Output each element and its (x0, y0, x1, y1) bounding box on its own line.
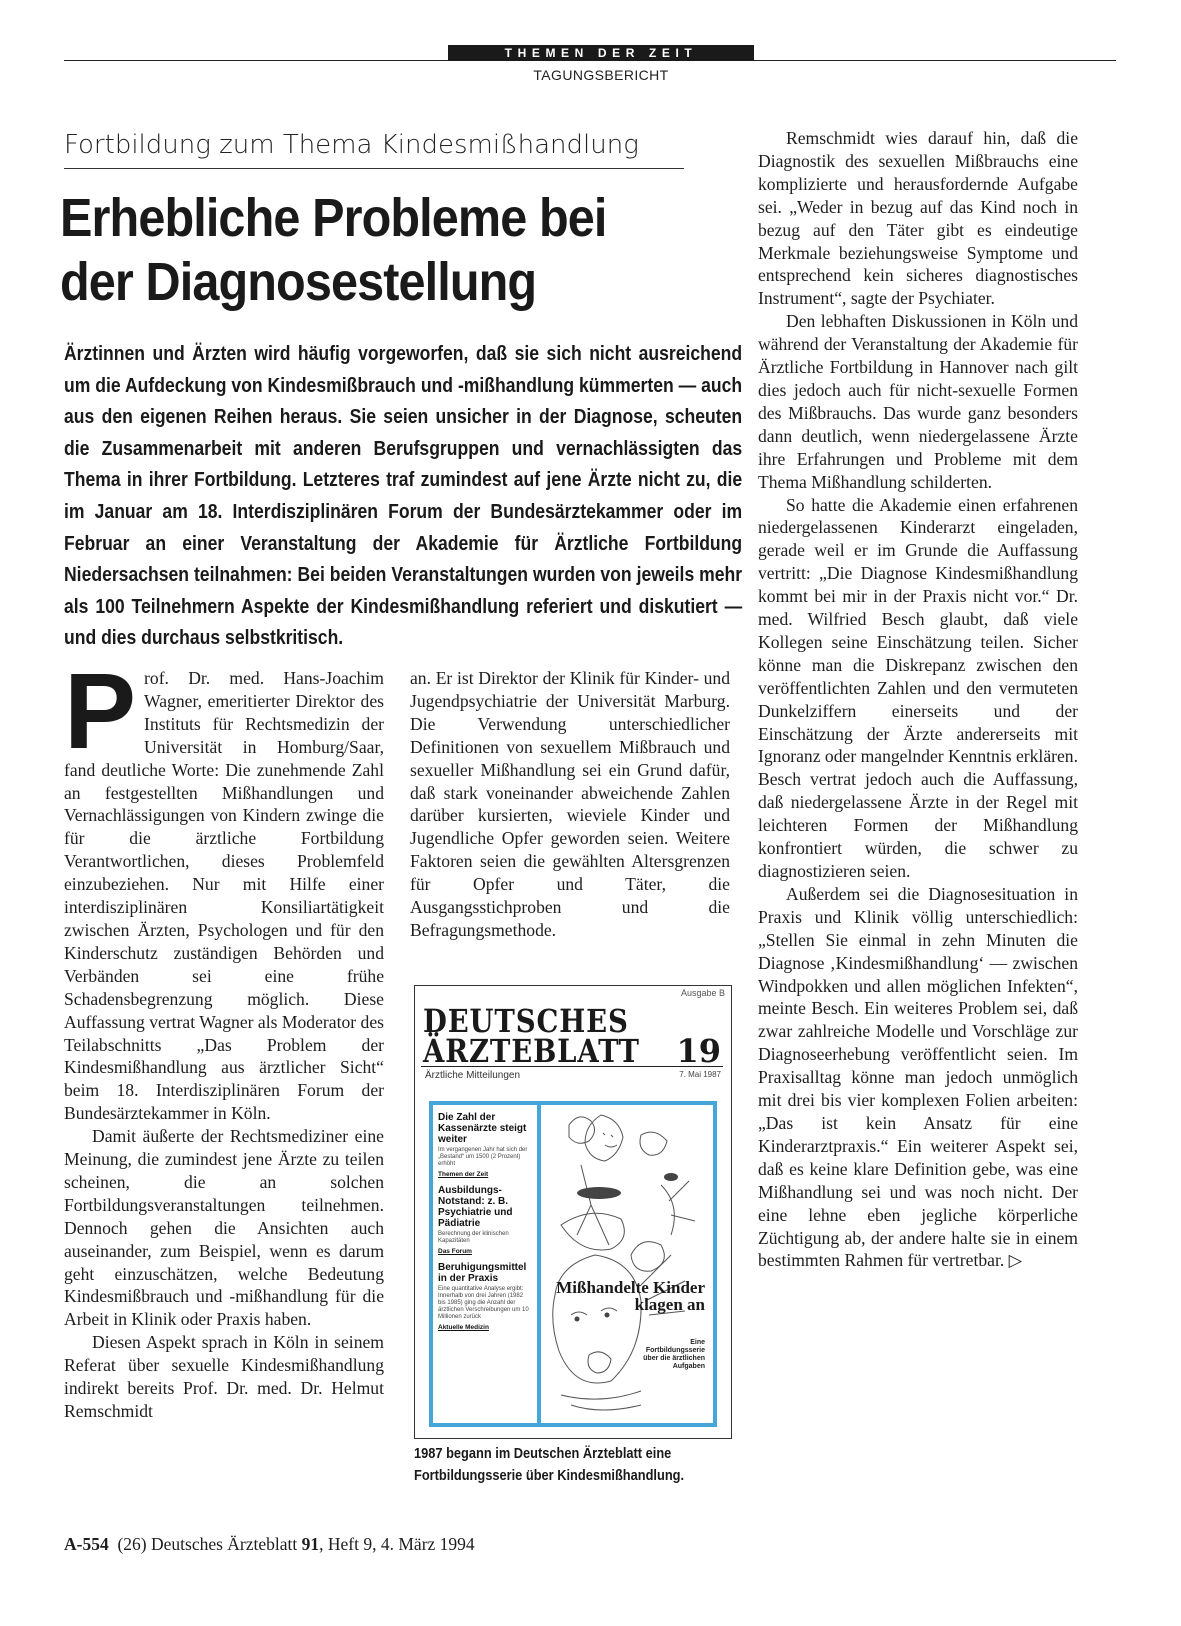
paragraph: Damit äußerte der Rechtsmediziner eine Meinung, die zumindest jene Ärzte zu teilen scheinen, die an solchen Fortbildungsveranstaltungen teilnehmen. Dennoch gehen die Ansichten auch auseinander, zum Beispiel, wenn es darum geht einzuschätzen, welche Bedeutung Kindesmißbrauch und -mißhandlung für die Arbeit in Klinik oder Praxis haben. (64, 1126, 384, 1330)
page-number: A-554 (64, 1534, 109, 1554)
kicker-rule (64, 168, 684, 169)
child-drawing-illustration (541, 1105, 713, 1423)
cover-contents-section: Aktuelle Medizin (438, 1324, 489, 1331)
cover-feature-subtitle: Eine Fortbildungsserie über die ärztlichen Aufgaben (643, 1339, 705, 1370)
cover-contents-heading: Ausbildungs-Notstand: z. B. Psychiatrie und Pädiatrie (438, 1185, 513, 1229)
journal-volume: 91 (301, 1534, 320, 1554)
drop-cap: P (64, 650, 137, 771)
cover-contents-text: Berechnung der klinischen Kapazitäten (438, 1231, 509, 1244)
headline-line-2: der Diagnosestellung (60, 252, 537, 312)
cover-blue-panel (429, 1101, 717, 1427)
child-drawing-sketch (541, 1105, 713, 1423)
subsection-label: TAGUNGSBERICHT (533, 67, 669, 83)
cover-contents (433, 1105, 537, 1423)
body-column-3 (758, 127, 1078, 1272)
paragraph: Außerdem sei die Diagnosesituation in Praxis und Klinik völlig unterschiedlich: „Stellen Sie einmal in zehn Minuten die Diagnose ‚Kindesmißhandlung‘ — zwischen Windpokken und allen möglichen Infekten“, meinte Besch. Ein weiteres Problem sei, daß zwar zahlreiche Modelle und Vorschläge zur Diagnoseerhebung veröffentlicht seien. Im Praxisalltag könne man jedoch unmöglich mit drei bis vier komplexen Folien arbeiten: „Das ist kein Ansatz für eine Kinderarztpraxis.“ Ein weiterer Aspekt sei, daß es keine klare Definition gebe, was eine Mißhandlung sei und was noch nicht. Der eine lehne eben jegliche körperliche Züchtigung ab, der andere halte sie in einem bestimmten Rahmen für vertretbar. ▷ (758, 883, 1078, 1271)
cover-contents-section: Das Forum (438, 1248, 472, 1255)
page-footer (64, 1534, 475, 1555)
figure-caption: 1987 begann im Deutschen Ärzteblatt eine Fortbildungsserie über Kindesmißhandlung. (414, 1445, 685, 1484)
cover-rule (421, 1066, 723, 1067)
magazine-cover-figure (414, 985, 732, 1439)
cover-contents-text: Eine quantitative Analyse ergibt: Innerhalb von drei Jahren (1982 bis 1985) ging die Anzahl der ärztlichen Verschreibungen um 10 Millionen zurück (438, 1286, 529, 1320)
cover-title: DEUTSCHES (423, 1002, 629, 1040)
paragraph: rof. Dr. med. Hans-Joachim Wagner, emeritierter Direktor des Instituts für Rechtsmedizin der Universität in Homburg/Saar, fand deutliche Worte: Die zunehmende Zahl an festgestellten Mißhandlungen und Vernachlässigungen von Kindern zwinge die für die ärztliche Fortbildung Verantwortlichen, dieses Problemfeld einzubeziehen. Nur mit Hilfe einer interdisziplinären Konsiliartätigkeit zwischen Ärzten, Psychologen und für den Kinderschutz zuständigen Behörden und Verbänden sei eine frühe Schadensbegrenzung möglich. Diese Auffassung vertrat Wagner als Moderator des Teilabschnitts „Das Problem der Kindesmißhandlung aus ärztlicher Sicht“ beim 18. Interdisziplinären Forum der Bundesärztekammer in Köln. (64, 668, 384, 1124)
issue-date: , Heft 9, 4. März 1994 (319, 1534, 475, 1554)
cover-contents-heading: Die Zahl der Kassenärzte steigt weiter (438, 1112, 527, 1145)
cover-title: ÄRZTEBLATT (423, 1032, 640, 1070)
cover-contents-heading: Beruhigungsmittel in der Praxis (438, 1262, 527, 1284)
cover-date: 7. Mai 1987 (679, 1070, 721, 1079)
body-column-1 (64, 650, 384, 1423)
headline-line-1: Erhebliche Probleme bei (60, 188, 607, 248)
body-column-2 (410, 667, 730, 942)
journal-name: (26) Deutsches Ärzteblatt (117, 1534, 298, 1554)
cover-subtitle: Ärztliche Mitteilungen (425, 1070, 521, 1081)
cover-feature-title: Mißhandelte Kinder klagen an (556, 1278, 705, 1314)
paragraph: Diesen Aspekt sprach in Köln in seinem Referat über sexuelle Kindesmißhandlung indirekt bereits Prof. Dr. med. Dr. Helmut Remschmidt (64, 1332, 384, 1421)
cover-issue-number: 19 (676, 1032, 721, 1070)
headline (60, 186, 672, 314)
lead-paragraph: Ärztinnen und Ärzten wird häufig vorgeworfen, daß sie sich nicht ausreichend um die Aufdeckung von Kindesmißbrauch und -mißhandlung kümmerten — auch aus den eigenen Reihen heraus. Sie seien unsicher in der Diagnose, scheuten die Zusammenarbeit mit anderen Berufsgruppen und vernachlässigten das Thema in ihrer Fortbildung. Letzteres traf zumindest auf jene Ärzte nicht zu, die im Januar am 18. Interdisziplinären Forum der Bundesärztekammer oder im Februar an einer Veranstaltung der Akademie für Ärztliche Fortbildung Niedersachsen teilnahmen: Bei beiden Veranstaltungen wurden von jeweils mehr als 100 Teilnehmern Aspekte der Kindesmißhandlung referiert und diskutiert — und dies durchaus selbstkritisch. (64, 342, 743, 650)
section-label: THEMEN DER ZEIT (448, 45, 754, 61)
paragraph: So hatte die Akademie einen erfahrenen niedergelassenen Kinderarzt eingeladen, gerade weil er im Grunde die Auffassung vertritt: „Die Diagnose Kindesmißhandlung kommt bei mir in der Praxis nicht vor.“ Dr. med. Wilfried Besch glaubt, daß viele Kollegen seine Einschätzung teilen. Sicher könne man die Diskrepanz zwischen den veröffentlichten Zahlen und den vermuteten Dunkelziffern einerseits und der Einschätzung der Ärzte andererseits mit Ignoranz oder mangelnder Kenntnis erklären. Besch vertrat jedoch auch die Auffassung, daß niedergelassene Ärzte in der Regel mit leichteren Formen der Mißhandlung konfrontiert würden, die schwer zu diagnostizieren seien. (758, 494, 1078, 881)
cover-issue-tag: Ausgabe B (680, 988, 725, 998)
paragraph: an. Er ist Direktor der Klinik für Kinder- und Jugendpsychiatrie der Universität Marburg. Die Verwendung unterschiedlicher Definitionen von sexuellem Mißbrauch und sexueller Mißhandlung sei ein Grund dafür, daß stark voneinander abweichende Zahlen darüber kursierten, wieviele Kinder und Jugendliche Opfer geworden seien. Weitere Faktoren seien die gewählten Altersgrenzen für Opfer und Täter, die Ausgangsstichproben und die Befragungsmethode. (410, 668, 730, 940)
cover-contents-section: Themen der Zeit (438, 1171, 489, 1178)
paragraph: Den lebhaften Diskussionen in Köln und während der Veranstaltung der Akademie für Ärztliche Fortbildung in Hannover nach gilt dies jedoch auch für nicht-sexuelle Formen des Mißbrauchs. Das wurde ganz besonders dann deutlich, wenn niedergelassene Ärzte ihre Erfahrungen und Probleme mit dem Thema Mißhandlung schilderten. (758, 311, 1078, 492)
paragraph: Remschmidt wies darauf hin, daß die Diagnostik des sexuellen Mißbrauchs eine komplizierte und herausfordernde Aufgabe sei. „Weder in bezug auf das Kind noch in bezug auf den Täter gibt es eindeutige Merkmale beziehungsweise Symptome und entsprechend kein sicheres diagnostisches Instrument“, sagte der Psychiater. (758, 128, 1078, 309)
kicker: Fortbildung zum Thema Kindesmißhandlung (64, 130, 639, 160)
cover-contents-text: Im vergangenen Jahr hat sich der „Bestand“ um 1500 (2 Prozent) erhöht (438, 1147, 528, 1167)
